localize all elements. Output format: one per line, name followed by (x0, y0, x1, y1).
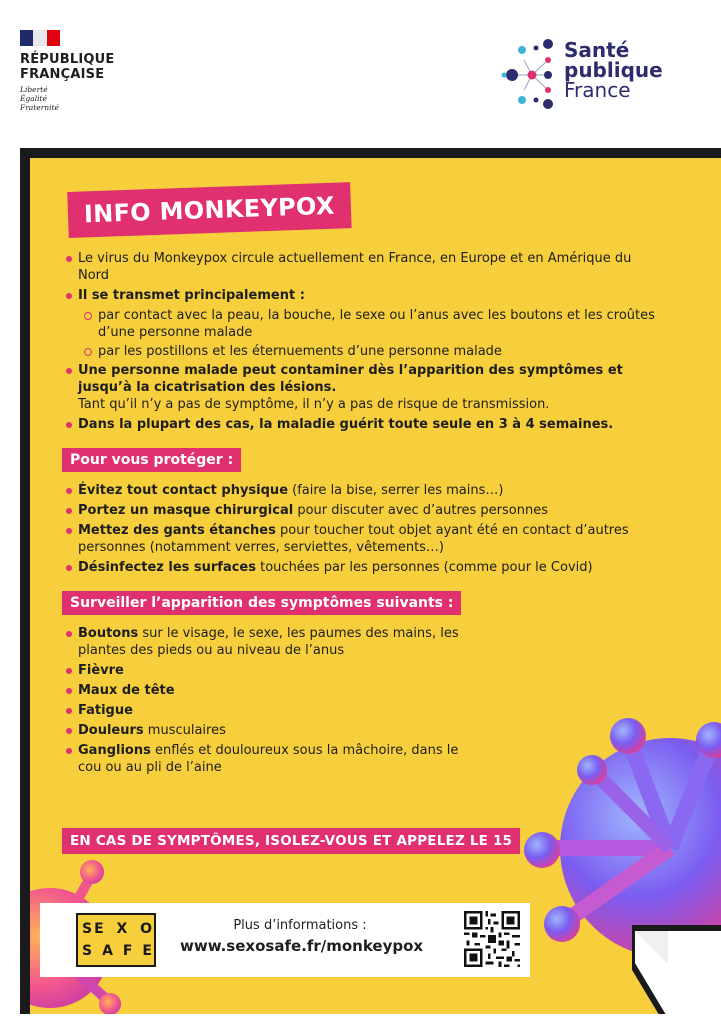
protect-heading: Pour vous protéger : (62, 448, 241, 472)
page-curl-icon (632, 924, 721, 1014)
intro-item-transmission: Il se transmet principalement : (66, 287, 666, 304)
symptom-item: Fièvre (66, 662, 666, 679)
poster-title: INFO MONKEYPOX (67, 182, 351, 238)
intro-item-healing: Dans la plupart des cas, la maladie guérit toute seule en 3 à 4 semaines. (66, 416, 666, 433)
intro-item-virus: Le virus du Monkeypox circule actuellement en France, en Europe et en Amérique du Nord (66, 250, 666, 284)
sexosafe-logo: SE X O S A F E (76, 913, 156, 967)
spf-wordmark: Santé publique France (564, 38, 663, 102)
transmission-sub-droplets: par les postillons et les éternuements d’une personne malade (84, 343, 666, 360)
symptoms-heading: Surveiller l’apparition des symptômes suivants : (62, 591, 461, 615)
more-info (180, 917, 424, 957)
footer-info-box (40, 903, 530, 977)
protect-item: Portez un masque chirurgical pour discuter avec d’autres personnes (66, 502, 666, 519)
intro-item-contagion (66, 362, 666, 413)
symptom-item: Douleurs musculaires (66, 722, 666, 739)
alert-banner: EN CAS DE SYMPTÔMES, ISOLEZ-VOUS ET APPELEZ LE 15 (62, 828, 520, 854)
symptom-item: Maux de tête (66, 682, 666, 699)
protect-item: Désinfectez les surfaces touchées par les personnes (comme pour le Covid) (66, 559, 666, 576)
spf-dots-icon (500, 30, 560, 110)
transmission-sub-contact: par contact avec la peau, la bouche, le sexe ou l’anus avec les boutons et les croûtes d’une personne malade (84, 307, 666, 341)
republic-name: RÉPUBLIQUE FRANÇAISE (20, 52, 115, 82)
republique-francaise-logo (20, 30, 130, 112)
republic-motto: Liberté Égalité Fraternité (20, 85, 59, 112)
info-url-link[interactable]: www.sexosafe.fr/monkeypox (180, 937, 424, 955)
sante-publique-france-logo (500, 30, 680, 120)
contagion-note: Tant qu’il n’y a pas de symptôme, il n’y a pas de risque de transmission. (78, 397, 550, 412)
contagion-bold-text: Une personne malade peut contaminer dès l’apparition des symptômes et jusqu’à la cicatrisation des lésions. (78, 363, 623, 395)
symptom-item: Ganglions enflés et douloureux sous la mâchoire, dans le cou ou au pli de l’aine (66, 742, 466, 776)
symptom-item: Boutons sur le visage, le sexe, les paumes des mains, les plantes des pieds ou au niveau de l’anus (66, 625, 486, 659)
poster-content (66, 250, 666, 779)
protect-item: Mettez des gants étanches pour toucher tout objet ayant été en contact d’autres personnes (notamment verres, serviettes, vêtements…) (66, 522, 666, 556)
qr-code-icon[interactable] (464, 911, 520, 967)
marianne-flag-icon (20, 30, 60, 46)
info-poster (20, 148, 721, 1014)
more-info-label: Plus d’informations : (233, 918, 367, 933)
symptom-item: Fatigue (66, 702, 666, 719)
protect-item: Évitez tout contact physique (faire la bise, serrer les mains…) (66, 482, 666, 499)
